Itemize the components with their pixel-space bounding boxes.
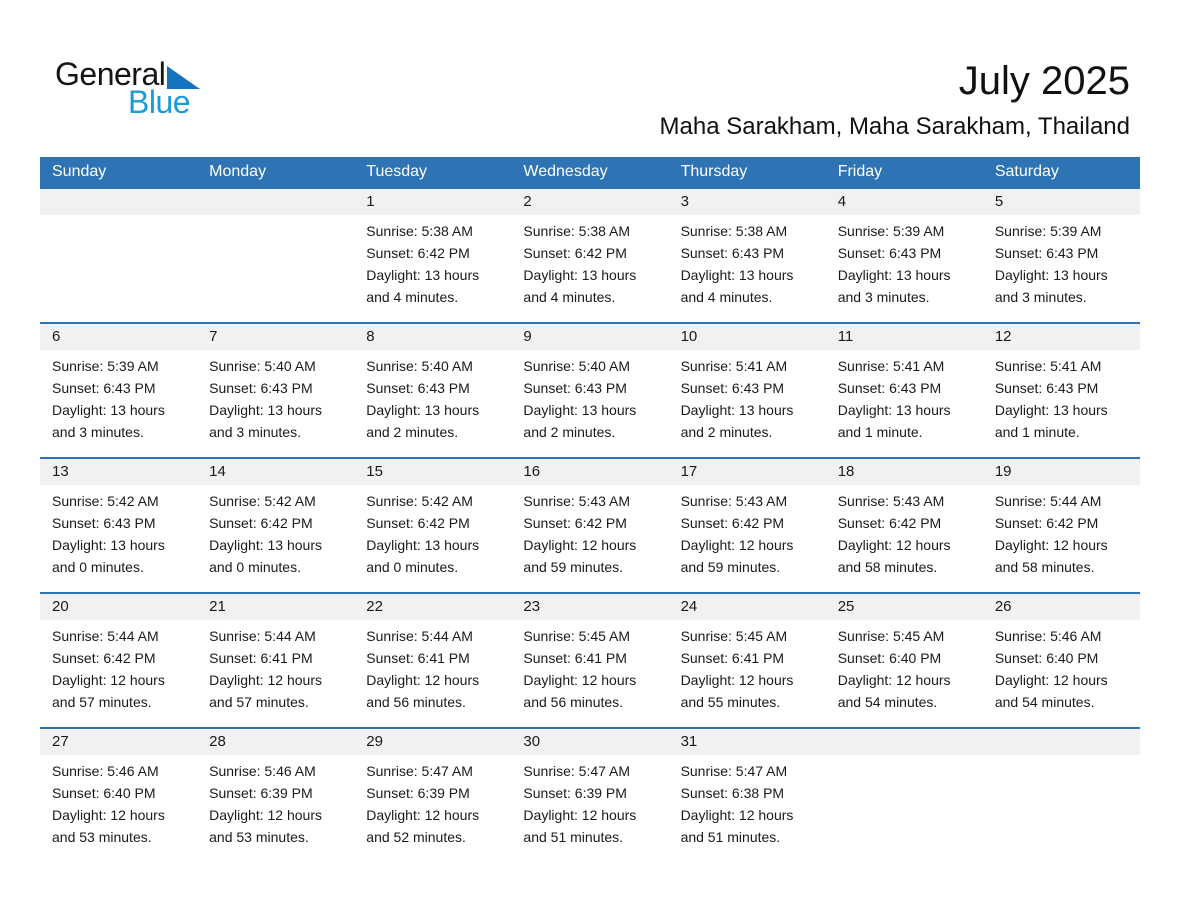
sunrise-line: Sunrise: 5:43 AM — [837, 493, 945, 509]
day-cell-8 — [354, 324, 511, 457]
week-row-1 — [40, 187, 1140, 322]
page-header — [660, 58, 1130, 142]
daylight-line: Daylight: 12 hours and 58 minutes. — [994, 537, 1108, 575]
daylight-line: Daylight: 12 hours and 58 minutes. — [837, 537, 951, 575]
sunset-line: Sunset: 6:39 PM — [523, 785, 627, 801]
day-number: 26 — [983, 594, 1140, 620]
day-details — [669, 485, 826, 578]
weekday-header-tuesday: Tuesday — [366, 163, 428, 180]
sunset-line: Sunset: 6:41 PM — [366, 650, 470, 666]
day-number: 15 — [354, 459, 511, 485]
sunset-line: Sunset: 6:42 PM — [366, 245, 470, 261]
sunset-line: Sunset: 6:43 PM — [837, 380, 942, 396]
sunrise-line: Sunrise: 5:38 AM — [366, 223, 473, 239]
day-cell-1 — [354, 189, 511, 322]
sunset-line: Sunset: 6:41 PM — [209, 650, 313, 666]
day-details — [197, 485, 354, 578]
day-cell-27 — [40, 729, 197, 862]
sunrise-line: Sunrise: 5:39 AM — [837, 223, 945, 239]
day-cell-6 — [40, 324, 197, 457]
day-details — [40, 215, 197, 220]
daylight-line: Daylight: 13 hours and 1 minute. — [994, 402, 1108, 440]
daylight-line: Daylight: 12 hours and 56 minutes. — [523, 672, 637, 710]
day-number — [826, 729, 983, 755]
day-details — [669, 620, 826, 713]
day-number: 21 — [197, 594, 354, 620]
sunrise-line: Sunrise: 5:43 AM — [523, 493, 631, 509]
day-cell-empty — [983, 729, 1140, 862]
day-details — [40, 755, 197, 848]
day-details — [511, 485, 668, 578]
sunset-line: Sunset: 6:40 PM — [837, 650, 942, 666]
sunrise-line: Sunrise: 5:44 AM — [209, 628, 316, 644]
day-details — [197, 350, 354, 443]
day-details — [669, 215, 826, 308]
sunset-line: Sunset: 6:38 PM — [680, 785, 785, 801]
day-details — [826, 485, 983, 578]
day-details — [354, 215, 511, 308]
day-details — [826, 215, 983, 308]
day-details — [511, 755, 668, 848]
day-cell-29 — [354, 729, 511, 862]
logo-blue-text: Blue — [128, 84, 191, 120]
sunrise-line: Sunrise: 5:45 AM — [837, 628, 945, 644]
sunrise-line: Sunrise: 5:43 AM — [680, 493, 788, 509]
daylight-line: Daylight: 12 hours and 54 minutes. — [994, 672, 1108, 710]
day-cell-31 — [669, 729, 826, 862]
day-details — [669, 755, 826, 848]
sunset-line: Sunset: 6:41 PM — [523, 650, 627, 666]
daylight-line: Daylight: 13 hours and 3 minutes. — [994, 267, 1108, 305]
calendar-weeks — [40, 187, 1140, 862]
daylight-line: Daylight: 13 hours and 1 minute. — [837, 402, 951, 440]
day-cell-19 — [983, 459, 1140, 592]
week-row-5 — [40, 727, 1140, 862]
day-number: 28 — [197, 729, 354, 755]
sunset-line: Sunset: 6:42 PM — [994, 515, 1099, 531]
day-details — [983, 485, 1140, 578]
sunset-line: Sunset: 6:39 PM — [366, 785, 470, 801]
day-cell-3 — [669, 189, 826, 322]
day-details — [511, 215, 668, 308]
day-number: 24 — [669, 594, 826, 620]
day-cell-2 — [511, 189, 668, 322]
day-cell-5 — [983, 189, 1140, 322]
weekday-header-thursday: Thursday — [680, 163, 748, 180]
daylight-line: Daylight: 13 hours and 2 minutes. — [366, 402, 480, 440]
sunrise-line: Sunrise: 5:41 AM — [994, 358, 1102, 374]
day-number: 11 — [826, 324, 983, 350]
daylight-line: Daylight: 12 hours and 53 minutes. — [209, 807, 322, 845]
day-cell-9 — [511, 324, 668, 457]
day-number — [983, 729, 1140, 755]
week-row-2 — [40, 322, 1140, 457]
day-details — [354, 485, 511, 578]
daylight-line: Daylight: 12 hours and 51 minutes. — [523, 807, 637, 845]
day-number: 16 — [511, 459, 668, 485]
sunrise-line: Sunrise: 5:44 AM — [366, 628, 473, 644]
day-details — [40, 485, 197, 578]
day-number — [40, 189, 197, 215]
sunset-line: Sunset: 6:43 PM — [523, 380, 627, 396]
day-cell-11 — [826, 324, 983, 457]
day-number: 20 — [40, 594, 197, 620]
logo-general-text: General — [55, 56, 166, 92]
sunset-line: Sunset: 6:43 PM — [52, 515, 156, 531]
page-location: Maha Sarakham, Maha Sarakham, Thailand — [659, 113, 1130, 140]
day-details — [511, 620, 668, 713]
sunrise-line: Sunrise: 5:47 AM — [680, 763, 788, 779]
day-number: 14 — [197, 459, 354, 485]
sunrise-line: Sunrise: 5:38 AM — [680, 223, 788, 239]
sunrise-line: Sunrise: 5:38 AM — [523, 223, 631, 239]
weekday-header-monday: Monday — [209, 163, 267, 180]
day-number: 3 — [669, 189, 826, 215]
day-number: 19 — [983, 459, 1140, 485]
daylight-line: Daylight: 12 hours and 51 minutes. — [680, 807, 794, 845]
day-number: 10 — [669, 324, 826, 350]
day-cell-24 — [669, 594, 826, 727]
daylight-line: Daylight: 13 hours and 0 minutes. — [52, 537, 165, 575]
sunset-line: Sunset: 6:43 PM — [680, 380, 785, 396]
day-number: 13 — [40, 459, 197, 485]
sunrise-line: Sunrise: 5:42 AM — [52, 493, 159, 509]
day-number: 9 — [511, 324, 668, 350]
weekday-header-saturday: Saturday — [994, 163, 1059, 180]
sunset-line: Sunset: 6:43 PM — [994, 380, 1099, 396]
sunset-line: Sunset: 6:42 PM — [523, 515, 627, 531]
day-cell-25 — [826, 594, 983, 727]
day-number: 18 — [826, 459, 983, 485]
weekday-header-row — [40, 157, 1140, 187]
day-number: 8 — [354, 324, 511, 350]
day-cell-empty — [40, 189, 197, 322]
day-cell-17 — [669, 459, 826, 592]
sunrise-line: Sunrise: 5:46 AM — [994, 628, 1102, 644]
day-cell-22 — [354, 594, 511, 727]
day-number: 17 — [669, 459, 826, 485]
daylight-line: Daylight: 12 hours and 59 minutes. — [523, 537, 637, 575]
day-number: 27 — [40, 729, 197, 755]
sunrise-line: Sunrise: 5:40 AM — [523, 358, 631, 374]
day-cell-20 — [40, 594, 197, 727]
sunset-line: Sunset: 6:43 PM — [209, 380, 313, 396]
daylight-line: Daylight: 13 hours and 2 minutes. — [680, 402, 794, 440]
daylight-line: Daylight: 13 hours and 3 minutes. — [837, 267, 951, 305]
daylight-line: Daylight: 13 hours and 2 minutes. — [523, 402, 637, 440]
weekday-header-wednesday: Wednesday — [523, 163, 608, 180]
sunrise-line: Sunrise: 5:44 AM — [52, 628, 159, 644]
day-cell-4 — [826, 189, 983, 322]
sunrise-line: Sunrise: 5:47 AM — [523, 763, 631, 779]
sunset-line: Sunset: 6:43 PM — [52, 380, 156, 396]
day-details — [40, 620, 197, 713]
day-details — [826, 350, 983, 443]
sunrise-line: Sunrise: 5:41 AM — [837, 358, 945, 374]
sunrise-line: Sunrise: 5:39 AM — [52, 358, 159, 374]
day-number: 23 — [511, 594, 668, 620]
day-details — [983, 620, 1140, 713]
day-cell-empty — [197, 189, 354, 322]
sunset-line: Sunset: 6:42 PM — [680, 515, 785, 531]
sunset-line: Sunset: 6:39 PM — [209, 785, 313, 801]
sunrise-line: Sunrise: 5:46 AM — [209, 763, 316, 779]
day-details — [354, 755, 511, 848]
sunrise-line: Sunrise: 5:44 AM — [994, 493, 1102, 509]
sunset-line: Sunset: 6:40 PM — [52, 785, 156, 801]
daylight-line: Daylight: 12 hours and 52 minutes. — [366, 807, 480, 845]
logo — [55, 58, 200, 118]
week-row-4 — [40, 592, 1140, 727]
day-number: 25 — [826, 594, 983, 620]
day-cell-empty — [826, 729, 983, 862]
week-row-3 — [40, 457, 1140, 592]
day-cell-26 — [983, 594, 1140, 727]
day-details — [826, 755, 983, 760]
daylight-line: Daylight: 12 hours and 57 minutes. — [52, 672, 165, 710]
day-details — [354, 350, 511, 443]
daylight-line: Daylight: 13 hours and 0 minutes. — [209, 537, 322, 575]
daylight-line: Daylight: 12 hours and 54 minutes. — [837, 672, 951, 710]
sunrise-line: Sunrise: 5:45 AM — [523, 628, 631, 644]
sunset-line: Sunset: 6:42 PM — [837, 515, 942, 531]
day-details — [669, 350, 826, 443]
daylight-line: Daylight: 13 hours and 0 minutes. — [366, 537, 480, 575]
daylight-line: Daylight: 12 hours and 55 minutes. — [680, 672, 794, 710]
sunrise-line: Sunrise: 5:47 AM — [366, 763, 473, 779]
day-cell-13 — [40, 459, 197, 592]
day-cell-10 — [669, 324, 826, 457]
sunrise-line: Sunrise: 5:45 AM — [680, 628, 788, 644]
sunset-line: Sunset: 6:40 PM — [994, 650, 1099, 666]
day-cell-28 — [197, 729, 354, 862]
sunrise-line: Sunrise: 5:41 AM — [680, 358, 788, 374]
day-details — [354, 620, 511, 713]
day-cell-18 — [826, 459, 983, 592]
day-number: 29 — [354, 729, 511, 755]
day-number: 12 — [983, 324, 1140, 350]
daylight-line: Daylight: 13 hours and 4 minutes. — [366, 267, 480, 305]
daylight-line: Daylight: 12 hours and 56 minutes. — [366, 672, 480, 710]
day-cell-23 — [511, 594, 668, 727]
sunset-line: Sunset: 6:42 PM — [366, 515, 470, 531]
calendar-table — [40, 157, 1140, 862]
sunset-line: Sunset: 6:43 PM — [837, 245, 942, 261]
day-details — [983, 755, 1140, 760]
page-title: July 2025 — [958, 59, 1130, 103]
day-number: 31 — [669, 729, 826, 755]
weekday-header-friday: Friday — [837, 163, 883, 180]
daylight-line: Daylight: 13 hours and 4 minutes. — [680, 267, 794, 305]
day-number: 6 — [40, 324, 197, 350]
daylight-line: Daylight: 13 hours and 3 minutes. — [209, 402, 322, 440]
daylight-line: Daylight: 13 hours and 3 minutes. — [52, 402, 165, 440]
sunrise-line: Sunrise: 5:40 AM — [209, 358, 316, 374]
day-cell-21 — [197, 594, 354, 727]
day-details — [983, 215, 1140, 308]
day-details — [197, 755, 354, 848]
sunrise-line: Sunrise: 5:39 AM — [994, 223, 1102, 239]
daylight-line: Daylight: 12 hours and 57 minutes. — [209, 672, 322, 710]
day-number: 1 — [354, 189, 511, 215]
sunset-line: Sunset: 6:43 PM — [994, 245, 1099, 261]
day-cell-12 — [983, 324, 1140, 457]
sunset-line: Sunset: 6:41 PM — [680, 650, 785, 666]
day-details — [511, 350, 668, 443]
sunset-line: Sunset: 6:43 PM — [366, 380, 470, 396]
sunrise-line: Sunrise: 5:46 AM — [52, 763, 159, 779]
sunset-line: Sunset: 6:43 PM — [680, 245, 785, 261]
sunrise-line: Sunrise: 5:40 AM — [366, 358, 473, 374]
day-details — [40, 350, 197, 443]
day-details — [826, 620, 983, 713]
day-number: 5 — [983, 189, 1140, 215]
sunrise-line: Sunrise: 5:42 AM — [209, 493, 316, 509]
daylight-line: Daylight: 12 hours and 53 minutes. — [52, 807, 165, 845]
day-details — [983, 350, 1140, 443]
day-cell-7 — [197, 324, 354, 457]
day-number — [197, 189, 354, 215]
day-number: 30 — [511, 729, 668, 755]
daylight-line: Daylight: 12 hours and 59 minutes. — [680, 537, 794, 575]
sunset-line: Sunset: 6:42 PM — [523, 245, 627, 261]
day-number: 4 — [826, 189, 983, 215]
sunrise-line: Sunrise: 5:42 AM — [366, 493, 473, 509]
daylight-line: Daylight: 13 hours and 4 minutes. — [523, 267, 637, 305]
day-details — [197, 620, 354, 713]
weekday-header-sunday: Sunday — [52, 163, 107, 180]
day-cell-16 — [511, 459, 668, 592]
sunset-line: Sunset: 6:42 PM — [52, 650, 156, 666]
day-cell-30 — [511, 729, 668, 862]
sunset-line: Sunset: 6:42 PM — [209, 515, 313, 531]
day-number: 7 — [197, 324, 354, 350]
day-cell-15 — [354, 459, 511, 592]
day-number: 2 — [511, 189, 668, 215]
day-details — [197, 215, 354, 220]
day-cell-14 — [197, 459, 354, 592]
day-number: 22 — [354, 594, 511, 620]
